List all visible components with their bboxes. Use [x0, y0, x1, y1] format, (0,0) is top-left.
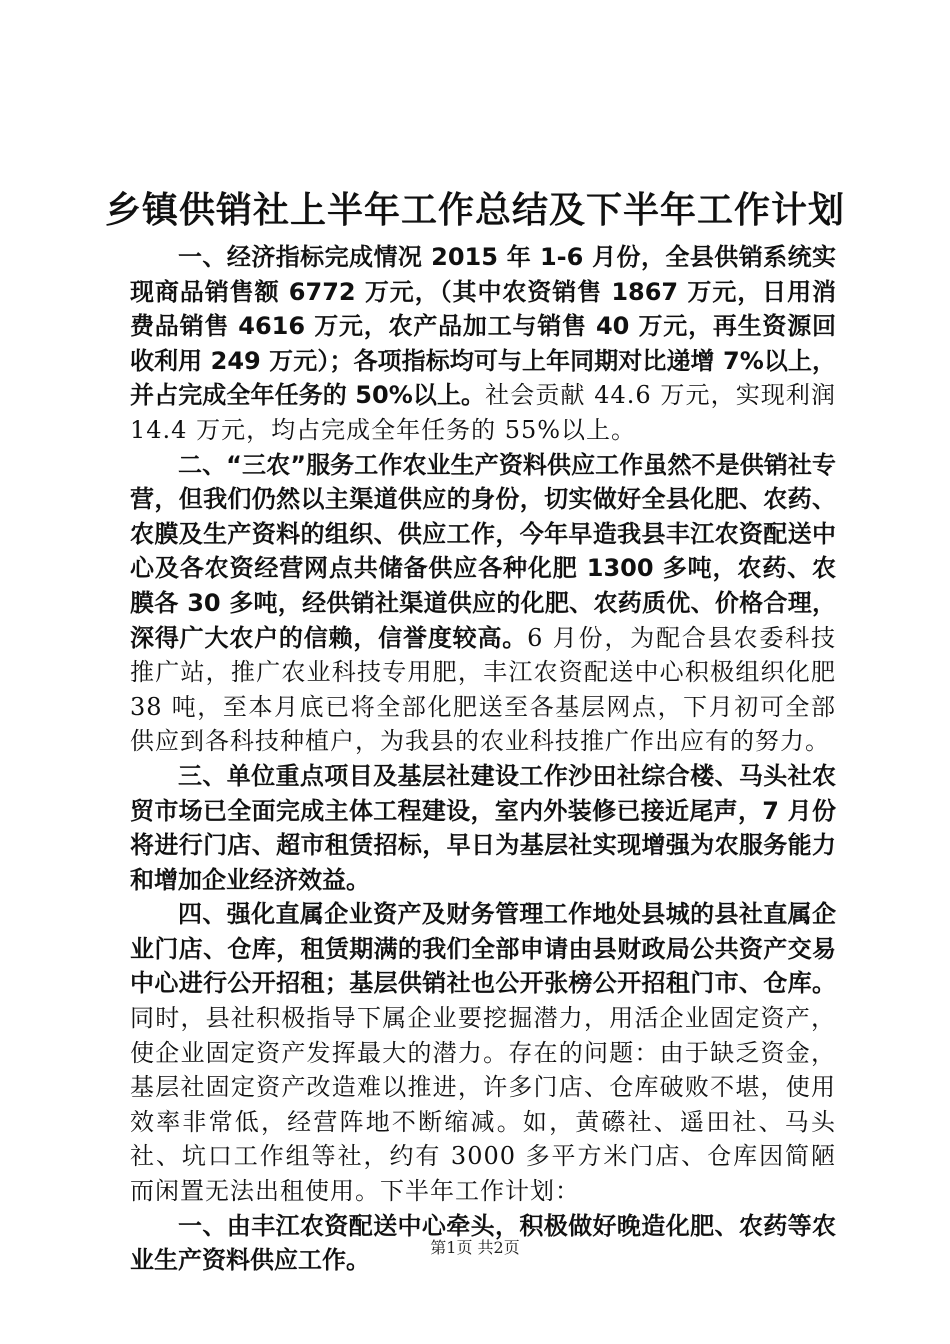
paragraph-text-continued: 社会贡献 44.6 万元，实现利润 14.4 万元，均占完成全年任务的 55%以上。: [130, 381, 836, 444]
page-number-footer: 第1页 共2页: [430, 1238, 520, 1257]
paragraph-asset-management: [130, 897, 836, 1208]
paragraph-key-projects: [130, 759, 836, 897]
document-title: 乡镇供销社上半年工作总结及下半年工作计划: [104, 189, 845, 231]
paragraph-text: 三、单位重点项目及基层社建设工作沙田社综合楼、马头社农贸市场已全面完成主体工程建设，室内外装修已接近尾声，7 月份将进行门店、超市租赁招标，早日为基层社实现增强为农服务能力和增加企业经济效益。: [130, 761, 836, 894]
paragraph-text: 一、经济指标完成情况 2015 年 1-6 月份，全县供销系统实现商品销售额 6772 万元，（其中农资销售 1867 万元，日用消费品销售 4616 万元，农产品加工与销售 40 万元，再生资源回收利用 249 万元）；各项指标均可与上年同期对比递增 7%以上，并占完成全年任务的 50%以上。: [130, 243, 836, 410]
paragraph-text: 一、由丰江农资配送中心牵头，积极做好晚造化肥、农药等农业生产资料供应工作。: [130, 1211, 836, 1275]
paragraph-sannong-service: [130, 448, 836, 759]
document-body: [130, 240, 836, 1278]
paragraph-text: 二、“三农”服务工作农业生产资料供应工作虽然不是供销社专营，但我们仍然以主渠道供应的身份，切实做好全县化肥、农药、农膜及生产资料的组织、供应工作，今年早造我县丰江农资配送中心及各农资经营网点共储备供应各种化肥 1300 多吨，农药、农膜各 30 多吨，经供销社渠道供应的化肥、农药质优、价格合理，深得广大农户的信赖，信誉度较高。: [130, 450, 836, 652]
paragraph-economic-indicators: [130, 240, 836, 448]
paragraph-text-continued: 同时，县社积极指导下属企业要挖掘潜力，用活企业固定资产，使企业固定资产发挥最大的潜力。存在的问题：由于缺乏资金，基层社固定资产改造难以推进，许多门店、仓库破败不堪，使用效率非常低，经营阵地不断缩减。如，黄礤社、遥田社、马头社、坑口工作组等社，约有 3000 多平方米门店、仓库因简陋而闲置无法出租使用。下半年工作计划：: [130, 1004, 836, 1206]
paragraph-text-continued: 6 月份，为配合县农委科技推广站，推广农业科技专用肥，丰江农资配送中心积极组织化肥 38 吨，至本月底已将全部化肥送至各基层网点，下月初可全部供应到各科技种植户，为我县的农业科技推广作出应有的努力。: [130, 623, 836, 756]
paragraph-text: 四、强化直属企业资产及财务管理工作地处县城的县社直属企业门店、仓库，租赁期满的我们全部申请由县财政局公共资产交易中心进行公开招租；基层供销社也公开张榜公开招租门市、仓库。: [130, 900, 836, 998]
